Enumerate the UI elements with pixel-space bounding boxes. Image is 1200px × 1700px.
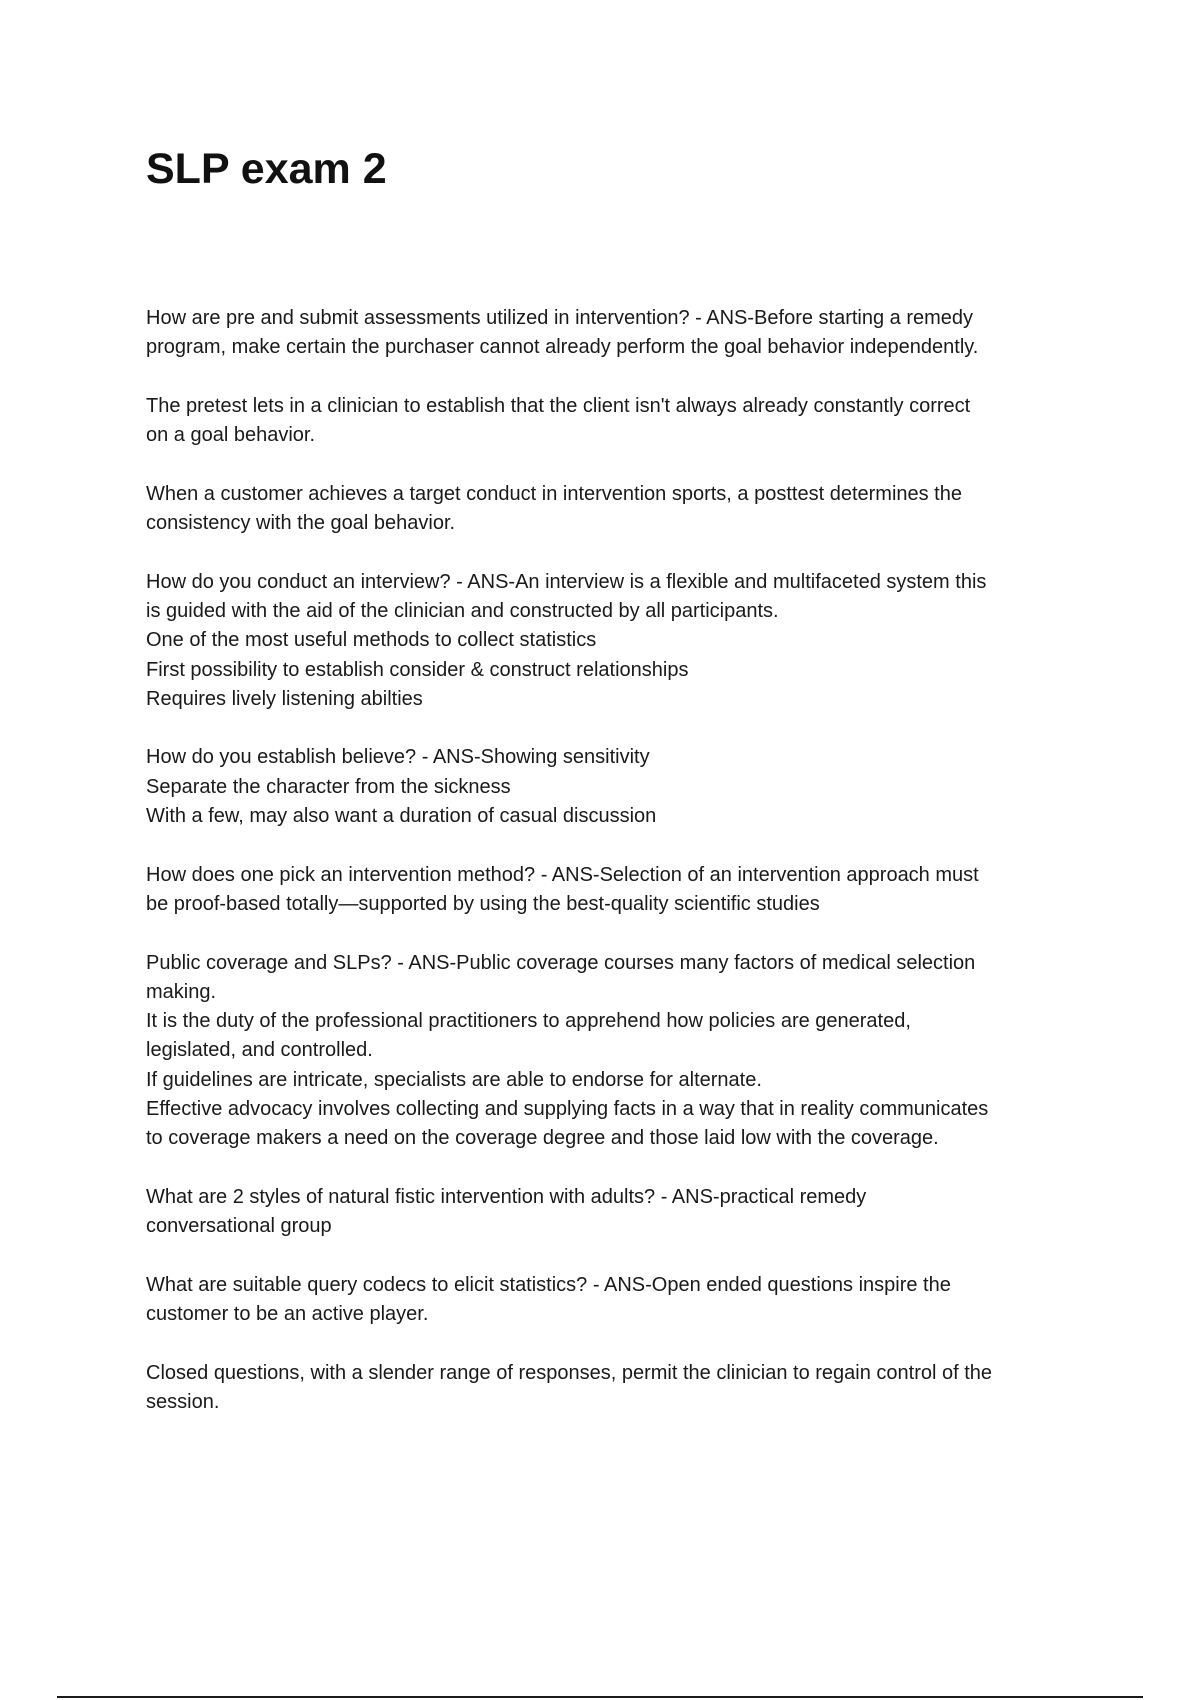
text-line: How do you establish believe? - ANS-Showing sensitivity: [146, 746, 650, 769]
qa-block: [146, 1183, 1096, 1242]
text-line: How do you conduct an interview? - ANS-An interview is a flexible and multifaceted system this: [146, 570, 987, 593]
qa-block: [146, 743, 1096, 831]
text-line: program, make certain the purchaser cannot already perform the goal behavior independently.: [146, 336, 979, 359]
page-title: SLP exam 2: [146, 145, 387, 193]
qa-block: [146, 1359, 1096, 1418]
text-line: session.: [146, 1390, 220, 1413]
text-line: conversational group: [146, 1215, 332, 1238]
qa-block: [146, 304, 1096, 363]
text-line: It is the duty of the professional practitioners to apprehend how policies are generated,: [146, 1010, 911, 1033]
qa-block: [146, 392, 1096, 451]
text-line: be proof-based totally—supported by using the best-quality scientific studies: [146, 892, 820, 915]
text-line: making.: [146, 980, 217, 1003]
qa-block: [146, 861, 1096, 920]
text-line: Public coverage and SLPs? - ANS-Public coverage courses many factors of medical selection: [146, 951, 976, 974]
text-line: How does one pick an intervention method? - ANS-Selection of an intervention approach must: [146, 863, 979, 886]
document-body: [146, 304, 1096, 1447]
text-line: What are 2 styles of natural fistic intervention with adults? - ANS-practical remedy: [146, 1185, 867, 1208]
text-line: on a goal behavior.: [146, 424, 316, 447]
text-line: Closed questions, with a slender range of responses, permit the clinician to regain control of the: [146, 1361, 993, 1384]
qa-block: [146, 1271, 1096, 1330]
text-line: Separate the character from the sickness: [146, 775, 511, 798]
text-line: Requires lively listening abilties: [146, 687, 423, 710]
text-line: consistency with the goal behavior.: [146, 512, 456, 535]
text-line: One of the most useful methods to collect statistics: [146, 629, 597, 652]
qa-block: [146, 480, 1096, 539]
qa-block: [146, 949, 1096, 1154]
text-line: to coverage makers a need on the coverage degree and those laid low with the coverage.: [146, 1127, 939, 1150]
text-line: legislated, and controlled.: [146, 1039, 373, 1062]
text-line: Effective advocacy involves collecting and supplying facts in a way that in reality communicates: [146, 1098, 989, 1121]
text-line: First possibility to establish consider & construct relationships: [146, 658, 689, 681]
text-line: is guided with the aid of the clinician and constructed by all participants.: [146, 599, 779, 622]
text-line: The pretest lets in a clinician to establish that the client isn't always already constantly correct: [146, 394, 971, 417]
text-line: What are suitable query codecs to elicit statistics? - ANS-Open ended questions inspire the: [146, 1273, 951, 1296]
text-line: When a customer achieves a target conduct in intervention sports, a posttest determines the: [146, 482, 962, 505]
footer-rule: [57, 1696, 1143, 1698]
text-line: How are pre and submit assessments utilized in intervention? - ANS-Before starting a remedy: [146, 307, 974, 329]
text-line: customer to be an active player.: [146, 1303, 429, 1326]
text-line: If guidelines are intricate, specialists are able to endorse for alternate.: [146, 1068, 762, 1091]
qa-block: [146, 568, 1096, 714]
text-line: With a few, may also want a duration of casual discussion: [146, 805, 657, 828]
